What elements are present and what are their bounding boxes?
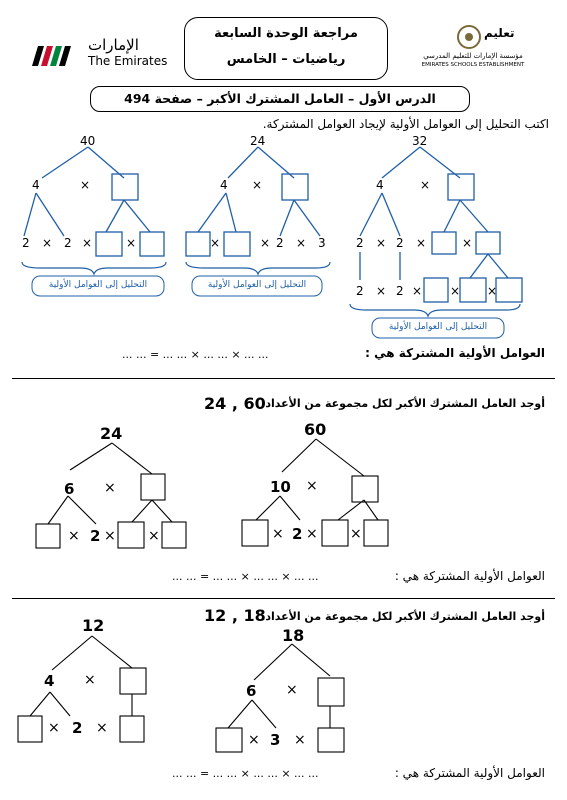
s2-tree-24-times4: × [148, 528, 160, 544]
section3-common-blanks: ... ... = ... ... × ... ... × ... ... [172, 767, 319, 780]
tree-a-leaf1: 2 [356, 236, 364, 250]
tree-b-left: 4 [220, 178, 228, 192]
s3-tree-12-times: × [84, 672, 96, 688]
logo-arabic-text: الإمارات [88, 36, 139, 54]
tree-a-times7: × [450, 284, 461, 298]
tree-c-times2: × [42, 236, 53, 250]
section1-common-blanks: ... ... = ... ... × ... ... × ... ... [122, 348, 269, 361]
s3-tree-18-root: 18 [282, 626, 305, 645]
section1-instruction: اكتب التحليل إلى العوامل الأولية لإيجاد العوامل المشتركة. [262, 117, 549, 131]
tree-c-times3: × [82, 236, 93, 250]
tree-a-times6: × [412, 284, 423, 298]
logo-english-text: The Emirates [88, 54, 168, 68]
tree-b-times3: × [260, 236, 271, 250]
s2-tree-60-leaf: 2 [292, 525, 303, 543]
s2-tree-24-root: 24 [100, 424, 123, 443]
s3-tree-18-times2: × [248, 732, 260, 748]
subject-grade-title: رياضيات – الخامس [226, 52, 346, 67]
s2-tree-60-root: 60 [304, 420, 327, 439]
s2-tree-60-times: × [306, 478, 318, 494]
section2-common-label: العوامل الأولية المشتركة هي : [394, 569, 545, 583]
s3-tree-12-leaf: 2 [72, 719, 83, 737]
section3-instruction: أوجد العامل المشترك الأكبر لكل مجموعة من الأعداد. [261, 610, 545, 623]
s2-tree-24-times3: × [104, 528, 116, 544]
tree-b-times: × [252, 178, 263, 192]
s2-tree-60-times3: × [306, 526, 318, 542]
section-divider-2 [12, 598, 555, 599]
s3-tree-12-times3: × [96, 720, 108, 736]
tree-a-times5: × [376, 284, 387, 298]
section2-numbers: 24 , 60 [204, 394, 266, 413]
prime-factorization-label-1: التحليل إلى العوامل الأولية [48, 280, 148, 290]
tree-c-times: × [80, 178, 91, 192]
s3-tree-12-root: 12 [82, 616, 105, 635]
section3-tree-lines [30, 636, 330, 728]
tree-a-leaf3: 2 [356, 284, 364, 298]
tree-a-times2: × [376, 236, 387, 250]
tree-a-times3: × [416, 236, 427, 250]
tree-a-times4: × [462, 236, 473, 250]
tree-a-leaf2: 2 [396, 236, 404, 250]
prime-factorization-label-3: التحليل إلى العوامل الأولية [388, 322, 488, 332]
section3-numbers: 12 , 18 [204, 606, 266, 625]
ese-arabic-sub: مؤسسة الإمارات للتعليم المدرسي [423, 52, 523, 60]
section-divider-1 [12, 378, 555, 379]
tree-c-leaf1: 2 [22, 236, 30, 250]
ese-english-name: EMIRATES SCHOOLS ESTABLISHMENT [421, 62, 525, 68]
s3-tree-18-leaf: 3 [270, 731, 281, 749]
tree-b-root: 24 [250, 134, 266, 148]
prime-factorization-label-2: التحليل إلى العوامل الأولية [207, 280, 307, 290]
s2-tree-60-times4: × [350, 526, 362, 542]
s3-tree-12-left: 4 [44, 672, 55, 690]
tree-c-leaf2: 2 [64, 236, 72, 250]
s2-tree-24-leaf: 2 [90, 527, 101, 545]
s2-tree-60-left: 10 [270, 478, 291, 496]
tree-b-leaf2: 3 [318, 236, 326, 250]
s2-tree-24-left: 6 [64, 480, 75, 498]
section3-common-label: العوامل الأولية المشتركة هي : [394, 766, 545, 780]
tree-b-times2: × [210, 236, 221, 250]
lesson-title: الدرس الأول – العامل المشترك الأكبر – صفحة 494 [90, 86, 470, 112]
tree-a-left: 4 [376, 178, 384, 192]
tree-b-leaf1: 2 [276, 236, 284, 250]
ese-arabic-name: تعليم [484, 26, 515, 40]
unit-review-title: مراجعة الوحدة السابعة [214, 26, 358, 41]
section2-common-blanks: ... ... = ... ... × ... ... × ... ... [172, 570, 319, 583]
s3-tree-18-times: × [286, 682, 298, 698]
section2-answer-boxes [36, 474, 388, 548]
section2-instruction: أوجد العامل المشترك الأكبر لكل مجموعة من الأعداد. [261, 397, 545, 410]
s2-tree-60-times2: × [272, 526, 284, 542]
tree-b-times4: × [296, 236, 307, 250]
tree-a-times: × [420, 178, 431, 192]
tree-a-root: 32 [412, 134, 428, 148]
section1-tree-lines [24, 147, 508, 280]
s3-tree-18-left: 6 [246, 682, 257, 700]
tree-a-leaf4: 2 [396, 284, 404, 298]
s2-tree-24-times: × [104, 480, 116, 496]
tree-a-times8: × [487, 284, 498, 298]
tree-c-left: 4 [32, 178, 40, 192]
s3-tree-18-times3: × [294, 732, 306, 748]
section1-common-label: العوامل الأولية المشتركة هي : [365, 346, 545, 360]
section2-tree-lines [48, 439, 378, 524]
s2-tree-24-times2: × [68, 528, 80, 544]
tree-c-times4: × [126, 236, 137, 250]
tree-c-root: 40 [80, 134, 96, 148]
s3-tree-12-times2: × [48, 720, 60, 736]
